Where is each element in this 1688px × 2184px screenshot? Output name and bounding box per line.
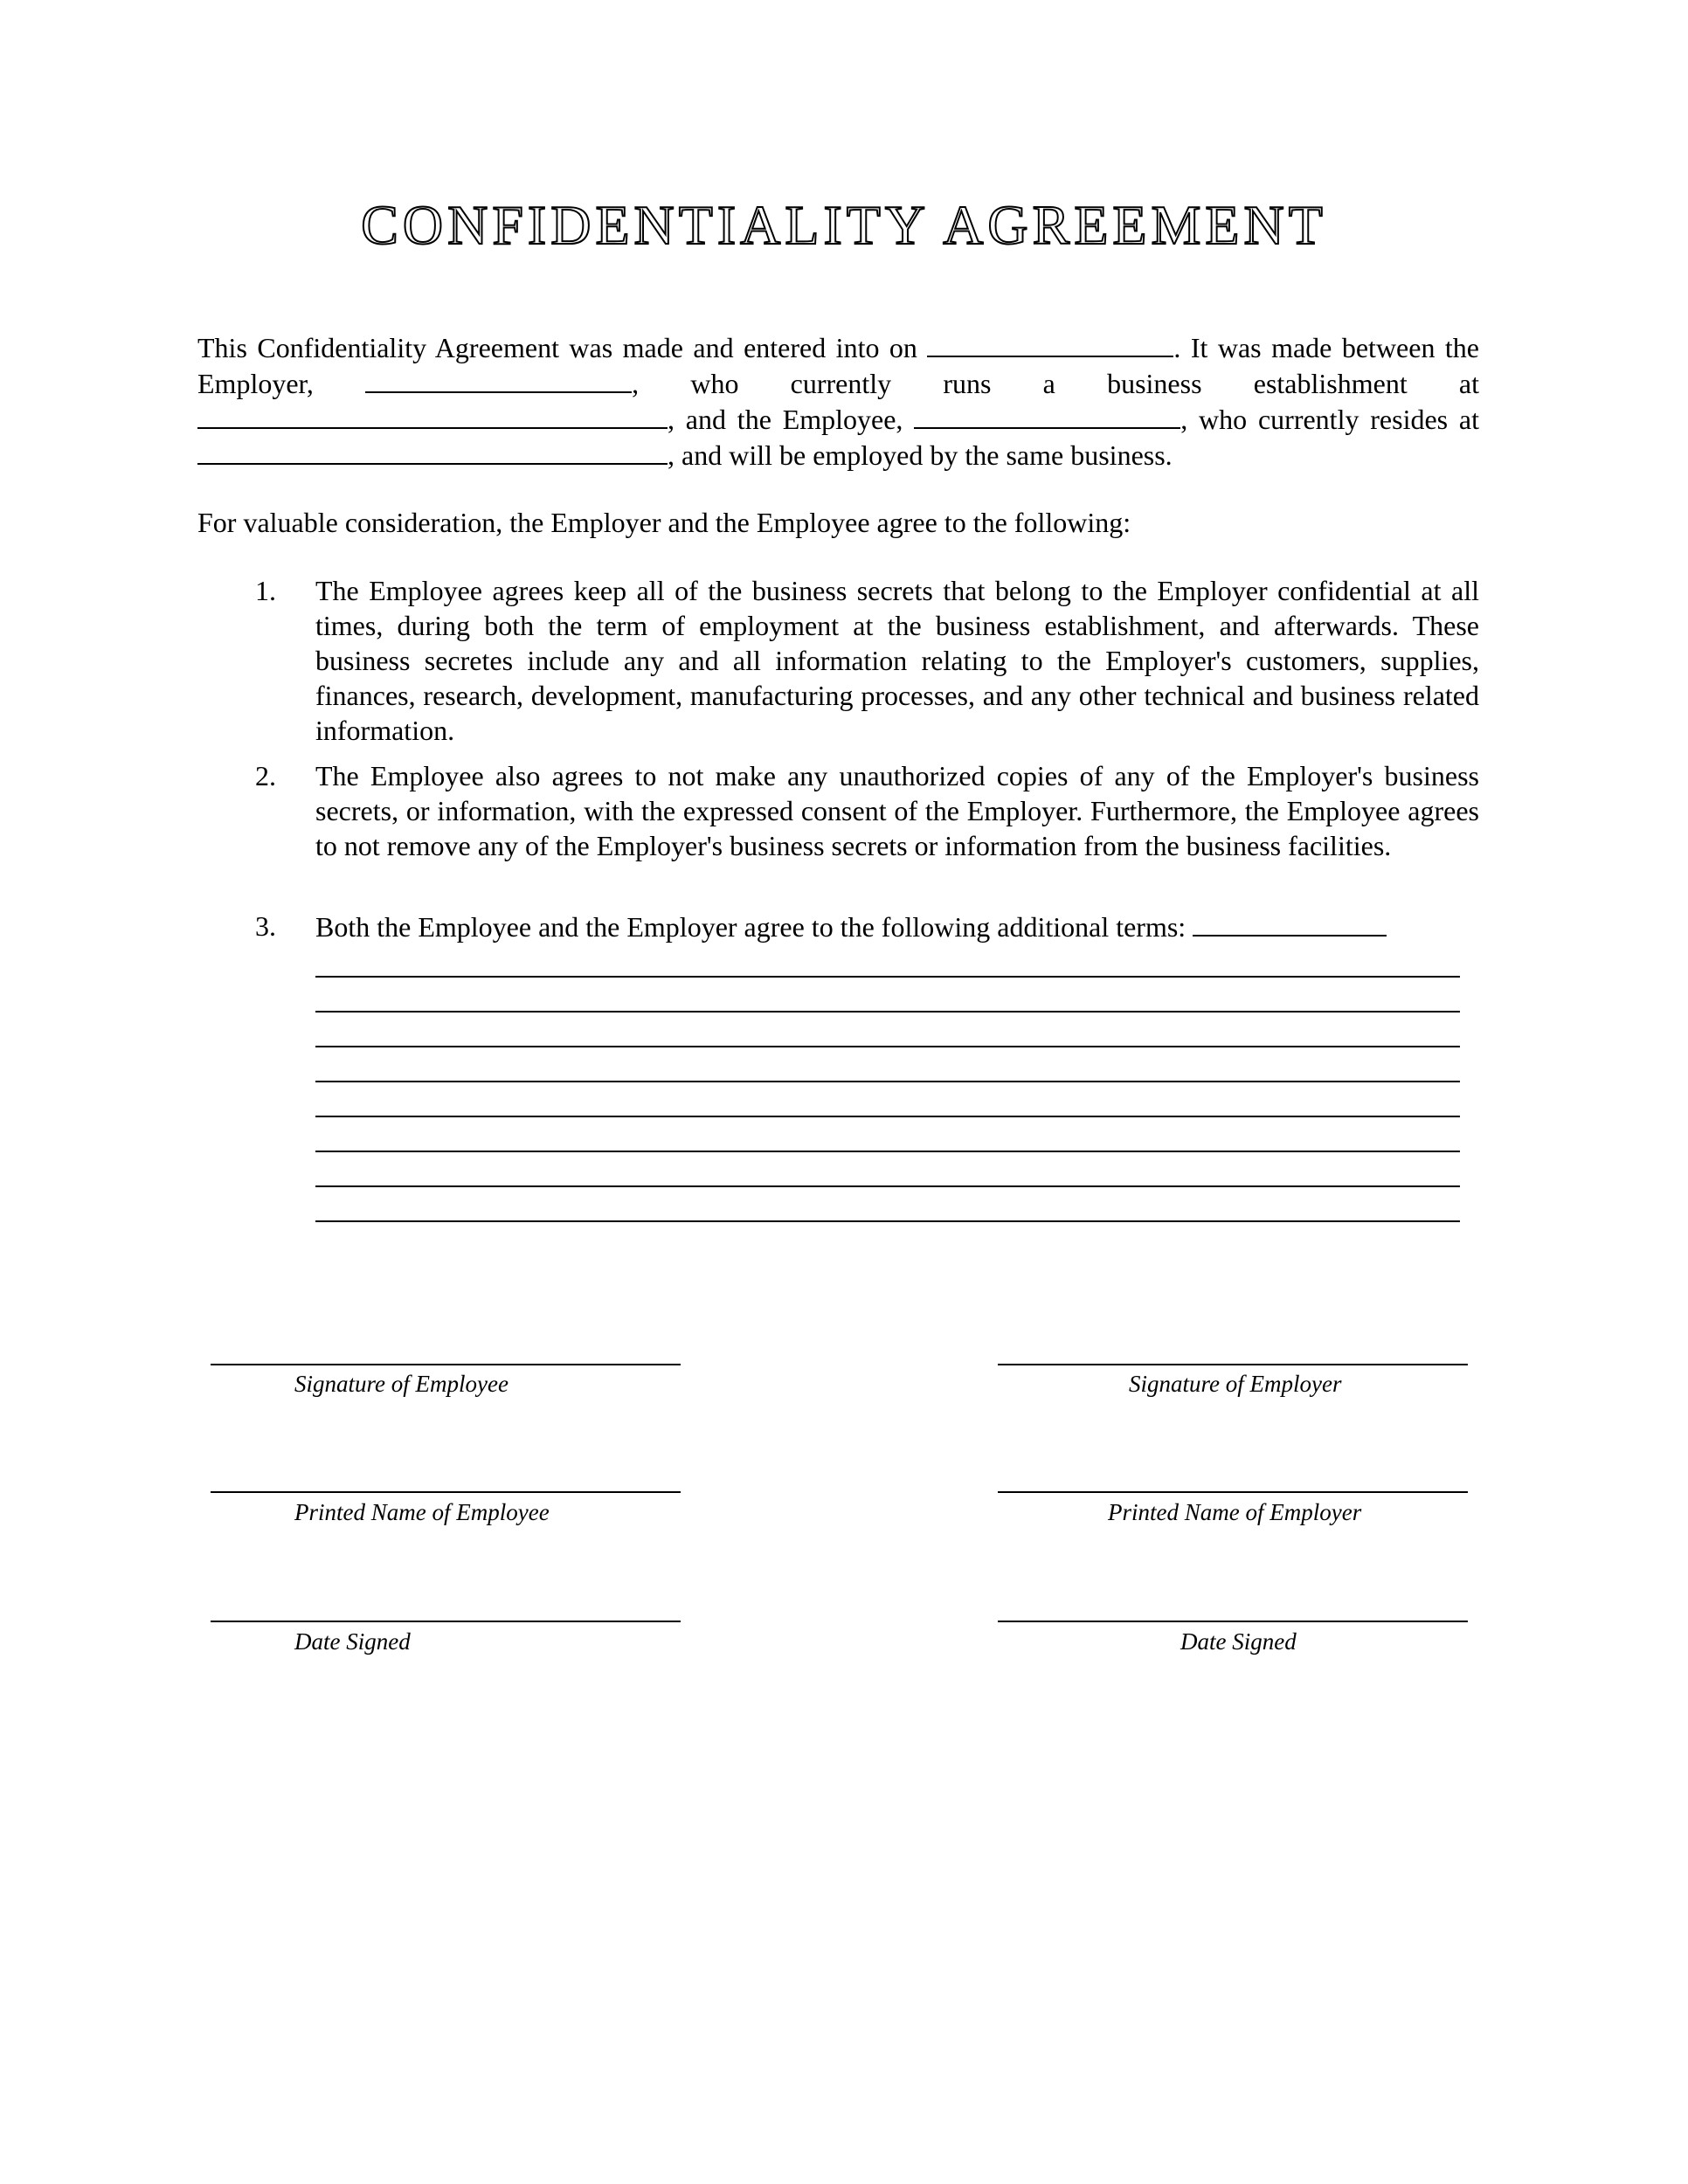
list-item-text: The Employee also agrees to not make any unauthorized copies of any of the Employer's business secrets, or information, with the expressed consent of the Employer. Furthermore, the Employee agrees to not remove any of the Employer's business secrets or information from the business facilities. [315,760,1479,861]
employee-address-field[interactable] [197,437,668,465]
document-title: CONFIDENTIALITY AGREEMENT [361,194,1327,256]
employee-name-field[interactable] [914,401,1180,429]
employer-name-field[interactable] [365,365,632,393]
list-item-number: 3. [255,910,276,942]
additional-terms-line[interactable] [315,1116,1460,1117]
employer-date-line[interactable] [998,1621,1468,1622]
agreement-date-field[interactable] [927,329,1173,357]
employer-signature-line[interactable] [998,1364,1468,1365]
consideration-lead: For valuable consideration, the Employer and the Employee agree to the following: [197,507,1131,538]
employee-printed-name-label: Printed Name of Employee [294,1499,550,1525]
additional-terms-label: Both the Employee and the Employer agree to the following additional terms: [315,911,1186,943]
intro-text-5: , who currently resides at [1180,404,1480,435]
intro-text-3: , who currently runs a business establishment at [632,368,1480,399]
employee-signature-line[interactable] [211,1364,681,1365]
list-item-text [315,909,1479,944]
additional-terms-line[interactable] [315,1046,1460,1047]
employee-date-line[interactable] [211,1621,681,1622]
additional-terms-line[interactable] [315,1151,1460,1152]
additional-terms-line[interactable] [315,1185,1460,1187]
intro-paragraph [197,329,1479,473]
intro-text-2: . It was made between the Employer, [197,332,1480,399]
additional-terms-line[interactable] [315,976,1460,978]
employer-printed-name-line[interactable] [998,1491,1468,1493]
additional-terms-line[interactable] [315,1081,1460,1082]
additional-terms-field[interactable] [1193,909,1387,936]
intro-text-1: This Confidentiality Agreement was made and entered into on [197,332,917,363]
intro-text-6: , and will be employed by the same business. [668,439,1173,471]
employee-printed-name-line[interactable] [211,1491,681,1493]
employer-signature-label: Signature of Employer [1129,1371,1342,1397]
employee-signature-label: Signature of Employee [294,1371,508,1397]
list-item-text: The Employee agrees keep all of the business secrets that belong to the Employer confidential at all times, during both the term of employment at the business establishment, and afterwards. These business secretes include any and all information relating to the Employer's customers, supplies, finances, research, development, manufacturing processes, and any other technical and business related information. [315,575,1479,746]
list-item-number: 1. [255,575,276,606]
intro-text-4: , and the Employee, [668,404,903,435]
additional-terms-line[interactable] [315,1011,1460,1013]
business-address-field[interactable] [197,401,668,429]
employer-printed-name-label: Printed Name of Employer [1108,1499,1362,1525]
list-item-number: 2. [255,760,276,791]
employer-date-label: Date Signed [1180,1628,1297,1655]
employee-date-label: Date Signed [294,1628,411,1655]
additional-terms-line[interactable] [315,1220,1460,1222]
